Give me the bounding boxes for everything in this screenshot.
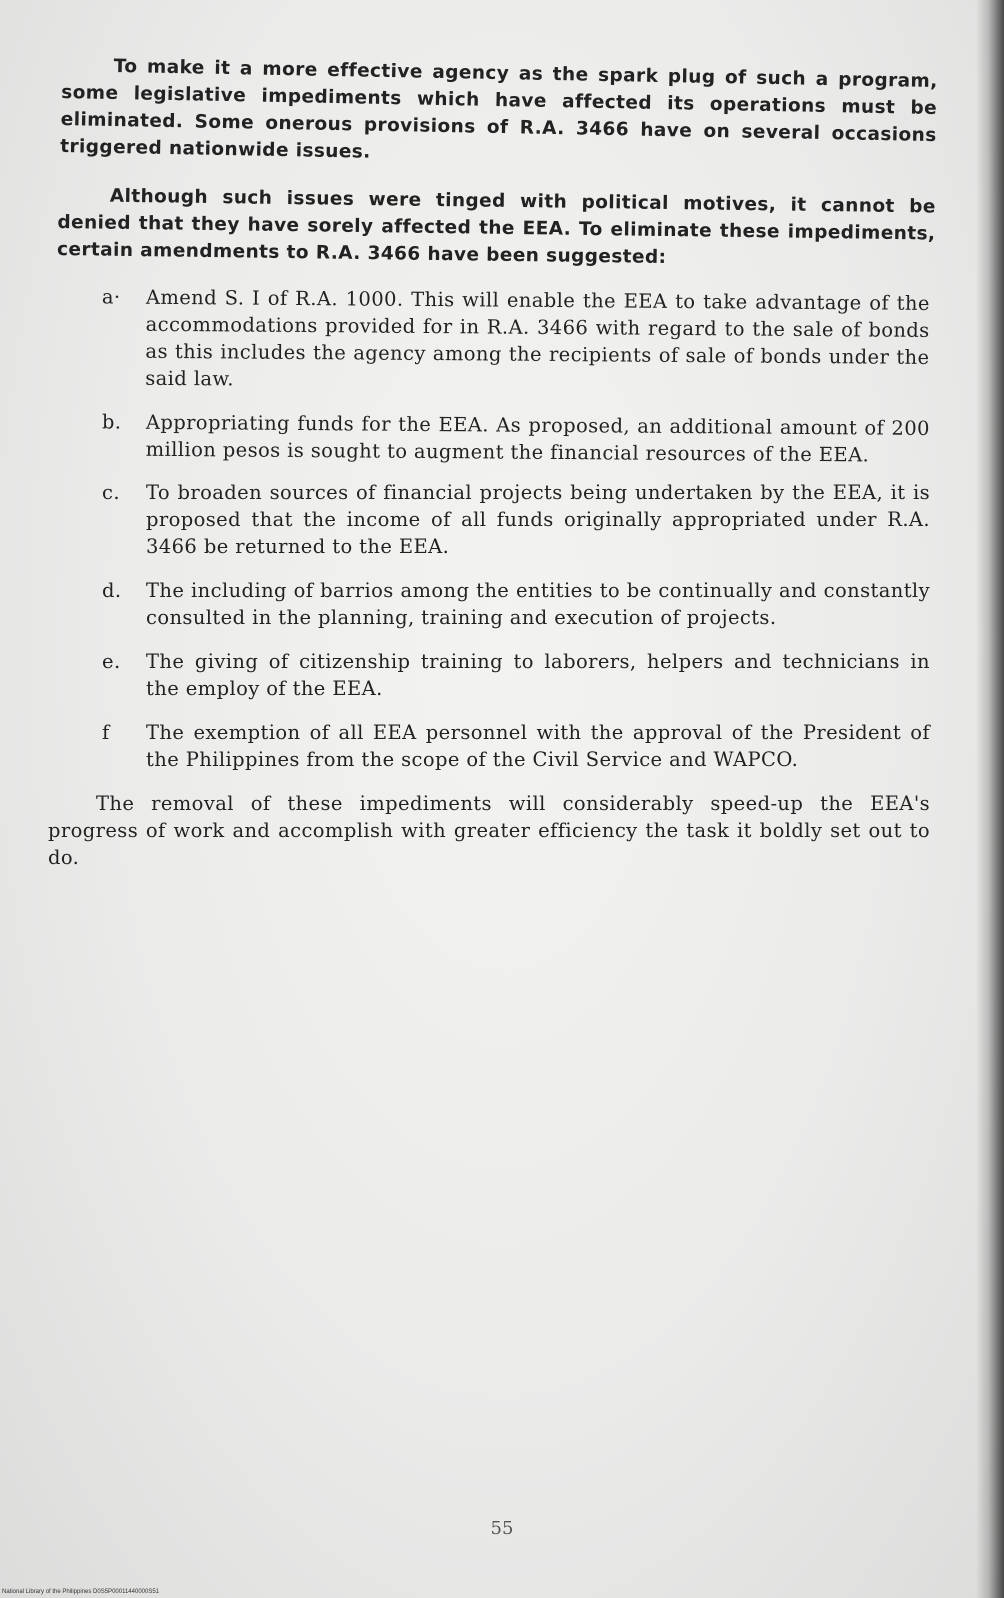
- paragraph-closing: The removal of these impediments will considerably speed-up the EEA's progress of work and accomplish with greater efficiency the task it boldly set out to do.: [48, 792, 930, 869]
- list-item: [48, 479, 930, 560]
- body-text: [48, 52, 938, 871]
- list-item-text: The exemption of all EEA personnel with the approval of the President of the Philippines from the scope of the Civil Service and WAPCO.: [146, 721, 930, 771]
- page-number: 55: [490, 1518, 514, 1539]
- list-marker: a·: [101, 285, 121, 309]
- paragraph-impediments: Although such issues were tinged with political motives, it cannot be denied that they have sorely affected the EEA. To eliminate these impediments, certain amendments to R.A. 3466 have been suggested:: [56, 185, 936, 268]
- list-item-text: The including of barrios among the entities to be continually and constantly consulted in the planning, training and execution of projects.: [146, 579, 930, 629]
- list-marker: f: [102, 721, 110, 744]
- list-item: [48, 648, 930, 702]
- amendments-list: [48, 283, 930, 773]
- list-item: [48, 408, 930, 469]
- list-item-text: The giving of citizenship training to laborers, helpers and technicians in the employ of the EEA.: [146, 650, 930, 700]
- page-edge-shadow: [976, 0, 1004, 1598]
- list-marker: b.: [101, 410, 122, 434]
- list-item-text: To broaden sources of financial projects being undertaken by the EEA, it is proposed that the income of all funds originally appropriated under R.A. 3466 be returned to the EEA.: [146, 481, 930, 558]
- list-marker: e.: [102, 650, 121, 673]
- list-item-text: Amend S. I of R.A. 1000. This will enable the EEA to take advantage of the accommodations provided for in R.A. 3466 with regard to the sale of bonds as this includes the agency among the recipients of sale of bonds under the said law.: [145, 285, 930, 391]
- list-item: [48, 719, 930, 773]
- list-item-text: Appropriating funds for the EEA. As proposed, an additional amount of 200 million pesos is sought to augment the financial resources of the EEA.: [145, 410, 930, 467]
- paragraph-intro: To make it a more effective agency as the spark plug of such a program, some legislative impediments which have affected its operations must be eliminated. Some onerous provisions of R.A. 3466 have on several occasions triggered nationwide issues.: [60, 55, 938, 163]
- library-credit: National Library of the Philippines D0S5P00011440000S51: [2, 1589, 159, 1595]
- list-item: [47, 283, 930, 398]
- list-marker: c.: [102, 481, 120, 504]
- list-marker: d.: [102, 579, 122, 602]
- list-item: [48, 577, 930, 631]
